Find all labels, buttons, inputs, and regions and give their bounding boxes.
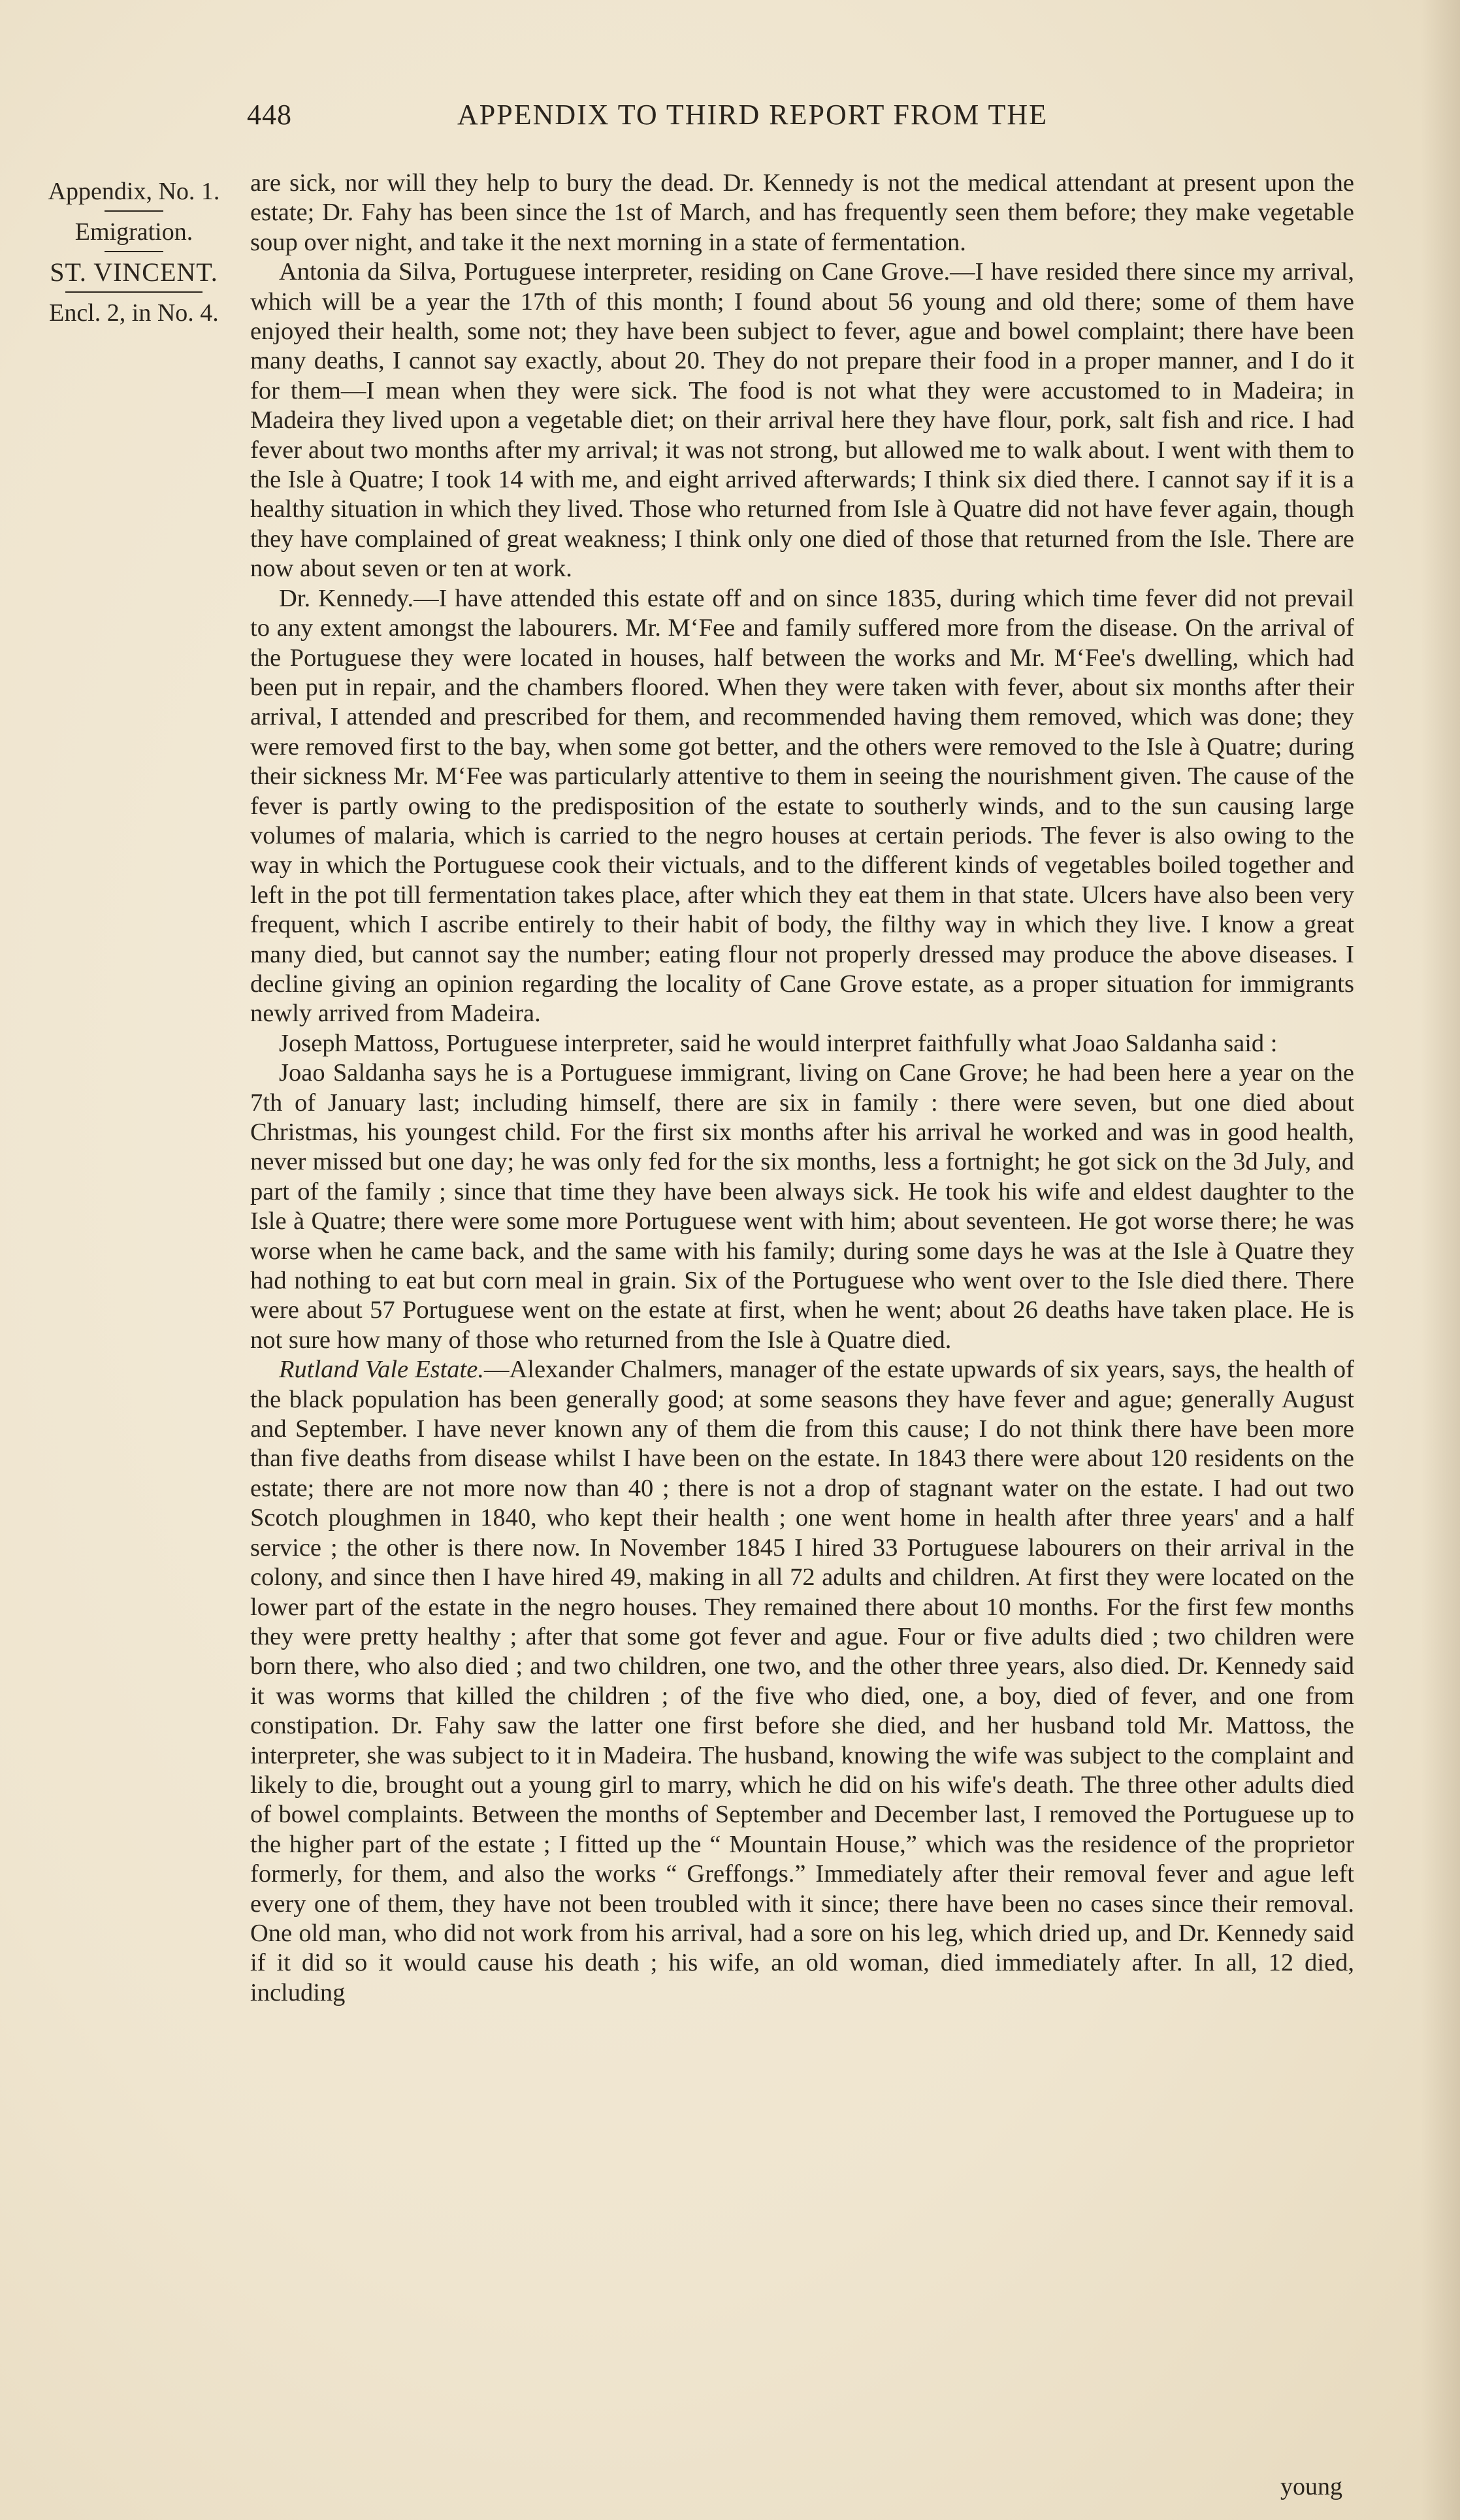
margin-rule: [65, 291, 203, 293]
paragraph: Antonia da Silva, Portuguese interpreter, residing on Cane Grove.—I have resided there since my arrival, which will be a year the 17th of this month; I found about 56 young and old there; some of them have enjoyed their health, some not; they have been subject to fever, ague and bowel complaint; there have been many deaths, I cannot say exactly, about 20. They do not prepare their food in a proper manner, and I do it for them—I mean when they were sick. The food is not what they were accustomed to in Madeira; in Madeira they lived upon a vegetable diet; on their arrival here they have flour, pork, salt fish and rice. I had fever about two months after my arrival; it was not strong, but allowed me to walk about. I went with them to the Isle à Quatre; I took 14 with me, and eight arrived afterwards; I think six died there. I cannot say if it is a healthy situation in which they lived. Those who returned from Isle à Quatre did not have fever again, though they have complained of great weakness; I think only one died of those that returned from the Isle. There are now about seven or ten at work.: [250, 258, 1354, 583]
margin-enclosure: Encl. 2, in No. 4.: [49, 299, 219, 327]
margin-notes: [26, 176, 242, 328]
paragraph: Joseph Mattoss, Portuguese interpreter, said he would interpret faithfully what Joao Saldanha said :: [279, 1029, 1278, 1057]
paragraph-rutland: [250, 1355, 1354, 2008]
margin-appendix: Appendix, No. 1.: [48, 178, 220, 205]
paragraph: Joao Saldanha says he is a Portuguese immigrant, living on Cane Grove; he had been here a year on the 7th of January last; including himself, there are six in family : there were seven, but one died about Christmas, his youngest child. For the first six months after his arrival he worked and was in good health, never missed but one day; he was only fed for the six months, less a fortnight; he got sick on the 3d July, and part of the family ; since that time they have been always sick. He took his wife and eldest daughter to the Isle à Quatre; there were some more Portuguese went with him; about seventeen. He got worse there; he was worse when he came back, and the same with his family; during some days he was at the Isle à Quatre they had nothing to eat but corn meal in grain. Six of the Portuguese who went over to the Isle died there. There were about 57 Portuguese went on the estate at first, when he went; about 26 deaths have taken place. He is not sure how many of those who returned from the Isle à Quatre died.: [250, 1059, 1354, 1354]
margin-rule: [105, 251, 163, 252]
body-text: [250, 169, 1354, 2008]
paragraph: are sick, nor will they help to bury the dead. Dr. Kennedy is not the medical attendant at present upon the estate; Dr. Fahy has been since the 1st of March, and has frequently seen them before; they make vegetable soup over night, and take it the next morning in a state of fermentation.: [250, 169, 1354, 256]
page-edge-shadow: [1421, 0, 1460, 2520]
margin-rule: [105, 210, 163, 212]
margin-place: ST. VINCENT.: [50, 257, 218, 287]
rutland-text: —Alexander Chalmers, manager of the estate upwards of six years, says, the health of the black population has been generally good; at some seasons they have fever and ague; generally August and September. I have never known any of them die from this cause; I do not think there have been more than five deaths from disease whilst I have been on the estate. In 1843 there were about 120 residents on the estate; there are not more now than 40 ; there is not a drop of stagnant water on the estate. I had out two Scotch ploughmen in 1840, who kept their health ; one went home in health after three years' and a half service ; the other is there now. In November 1845 I hired 33 Portuguese labourers on their arrival in the colony, and since then I have hired 49, making in all 72 adults and children. At first they were located on the lower part of the estate in the negro houses. They remained there about 10 months. For the first few months they were pretty healthy ; after that some got fever and ague. Four or five adults died ; two children were born there, who also died ; and two children, one two, and the other three years, also died. Dr. Kennedy said it was worms that killed the children ; of the five who died, one, a boy, died of fever, and one from constipation. Dr. Fahy saw the latter one first before she died, and her husband told Mr. Mattoss, the interpreter, she was subject to it in Madeira. The husband, knowing the wife was subject to the complaint and likely to die, brought out a young girl to marry, which he did on his wife's death. The three other adults died of bowel complaints. Between the months of September and December last, I removed the Portuguese up to the higher part of the estate ; I fitted up the “ Mountain House,” which was the residence of the proprietor formerly, for them, and also the works “ Greffongs.” Immediately after their removal fever and ague left every one of them, they have not been troubled with it since; there have been no cases since their removal. One old man, who did not work from his arrival, had a sore on his leg, which dried up, and Dr. Kennedy said if it did so it would cause his death ; his wife, an old woman, died immediately after. In all, 12 died, including: [250, 1356, 1354, 2006]
page-number: 448: [247, 99, 292, 131]
catchword: young: [1280, 2473, 1342, 2500]
rutland-heading: Rutland Vale Estate.: [279, 1356, 484, 1384]
paragraph: Dr. Kennedy.—I have attended this estate off and on since 1835, during which time fever did not prevail to any extent amongst the labourers. Mr. M‘Fee and family suffered more from the disease. On the arrival of the Portuguese they were located in houses, half between the works and Mr. M‘Fee's dwelling, which had been put in repair, and the chambers floored. When they were taken with fever, about six months after their arrival, I attended and prescribed for them, and recommended having them removed, which was done; they were removed first to the bay, when some got better, and the others were removed to the Isle à Quatre; during their sickness Mr. M‘Fee was particularly attentive to them in seeing the nourishment given. The cause of the fever is partly owing to the predisposition of the estate to southerly winds, and to the sun causing large volumes of malaria, which is carried to the negro houses at certain periods. The fever is also owing to the way in which the Portuguese cook their victuals, and to the different kinds of vegetables boiled together and left in the pot till fermentation takes place, after which they eat them in that state. Ulcers have also been very frequent, which I ascribe entirely to their habit of body, the filthy way in which they live. I know a great many died, but cannot say the number; eating flour not properly dressed may produce the above diseases. I decline giving an opinion regarding the locality of Cane Grove estate, as a proper situation for immigrants newly arrived from Madeira.: [250, 584, 1354, 1028]
running-head: APPENDIX TO THIRD REPORT FROM THE: [457, 99, 1048, 131]
margin-section: Emigration.: [74, 218, 193, 246]
